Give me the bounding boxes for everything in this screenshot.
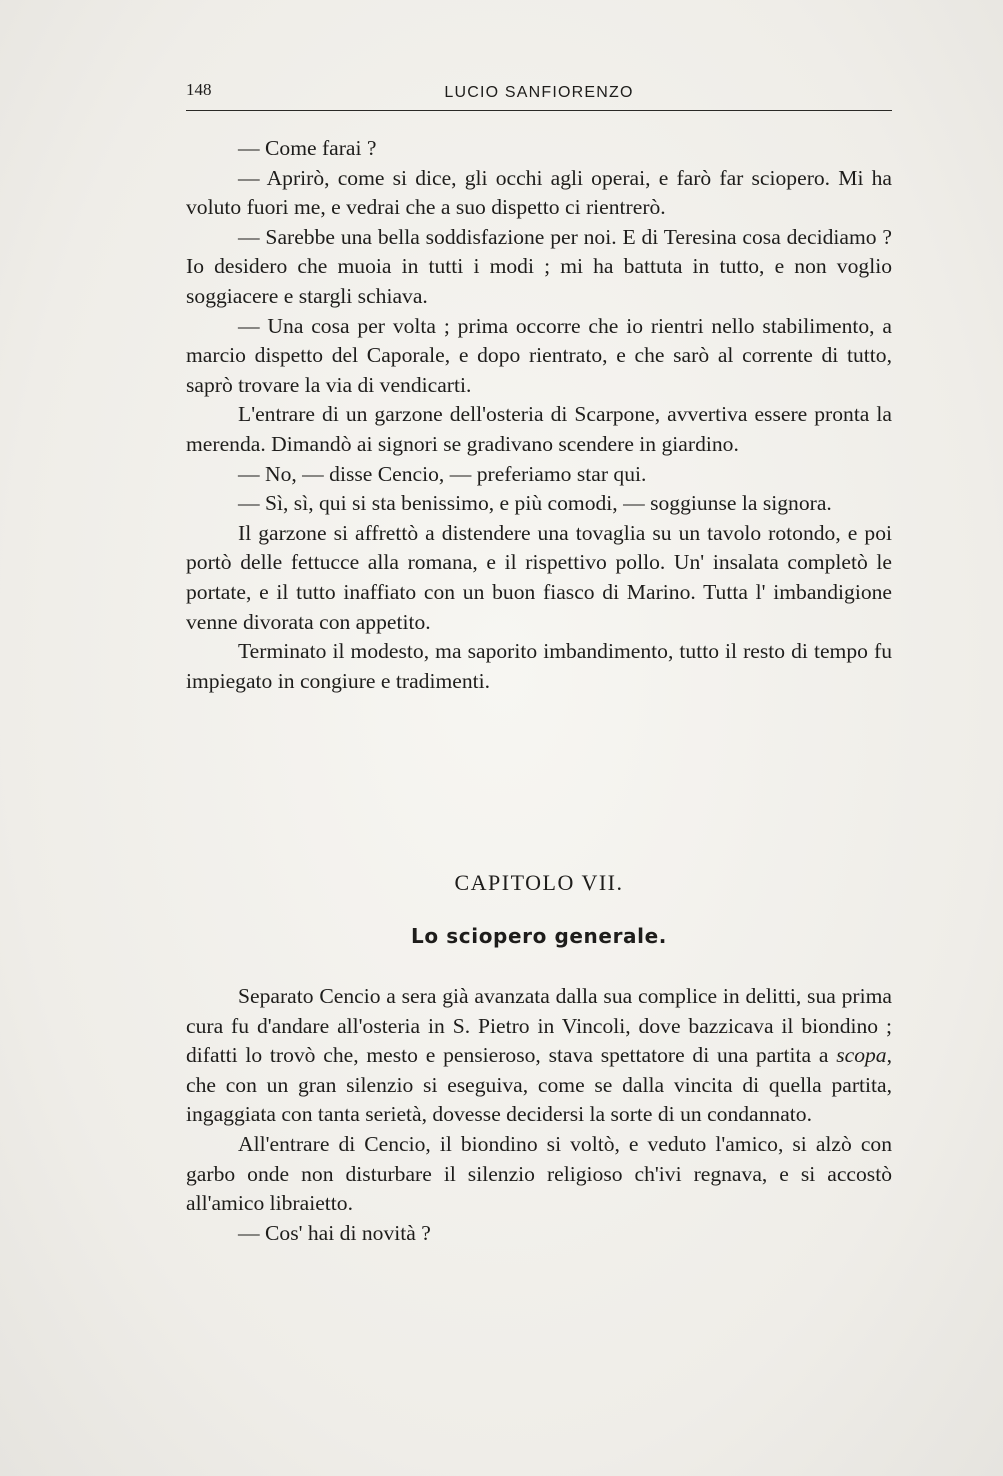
paragraph [186, 982, 892, 1130]
chapter-heading: CAPITOLO VII. [454, 870, 624, 895]
paragraph: — Sarebbe una bella soddisfazione per noi. E di Teresina cosa decidiamo ? Io desidero che muoia in tutti i modi ; mi ha battuta in tutto, e non voglio soggiacere e stargli schiava. [186, 224, 892, 308]
paragraph: — Aprirò, come si dice, gli occhi agli operai, e farò far sciopero. Mi ha voluto fuori me, e vedrai che a suo dispetto ci rientrerò. [186, 165, 892, 220]
italic-word: scopa [836, 1043, 887, 1068]
paragraph: — No, — disse Cencio, — preferiamo star qui. [238, 461, 647, 486]
text-before-chapter [186, 134, 892, 696]
paragraph: All'entrare di Cencio, il biondino si voltò, e veduto l'amico, si alzò con garbo onde non disturbare il silenzio religioso ch'ivi regnava, e si accostò all'amico libraietto. [186, 1131, 892, 1216]
paragraph: — Una cosa per volta ; prima occorre che io rientri nello stabilimento, a marcio dispetto del Caporale, e dopo rientrato, e che sarò al corrente di tutto, saprò trovare la via di vendicarti. [186, 313, 892, 397]
paragraph: Terminato il modesto, ma saporito imbandimento, tutto il resto di tempo fu impiegato in congiure e tradimenti. [186, 639, 892, 693]
paragraph: — Sì, sì, qui si sta benissimo, e più comodi, — soggiunse la signora. [238, 491, 832, 516]
paragraph: — Come farai ? [238, 136, 377, 160]
page-header [186, 80, 892, 114]
paragraph: — Cos' hai di novità ? [238, 1220, 431, 1245]
header-rule [186, 110, 892, 111]
chapter-title: Lo sciopero generale. [411, 924, 667, 948]
running-title: LUCIO SANFIORENZO [444, 84, 634, 101]
paragraph: Il garzone si affrettò a distendere una tovaglia su un tavolo rotondo, e poi portò delle fettucce alla romana, e il rispettivo pollo. Un' insalata completò le portate, e il tutto inaffiato con un buon fiasco di Marino. Tutta l' imbandigione venne divorata con appetito. [186, 520, 892, 634]
page-number: 148 [186, 80, 212, 99]
paragraph-text: Separato Cencio a sera già avanzata dalla sua complice in delitti, sua prima cura fu d'andare all'osteria in S. Pietro in Vincoli, dove bazzicava il biondino ; difatti lo trovò che, mesto e pensieroso, stava spettatore di una partita a [186, 984, 892, 1068]
text-after-chapter [186, 982, 892, 1248]
paragraph-text: , che con un gran silenzio si eseguiva, come se dalla vincita di quella partita, ingaggiata con tanta serietà, dovesse decidersi la sorte di un condannato. [186, 1043, 892, 1127]
paragraph: L'entrare di un garzone dell'osteria di Scarpone, avvertiva essere pronta la merenda. Dimandò ai signori se gradivano scendere in giardino. [186, 402, 892, 456]
